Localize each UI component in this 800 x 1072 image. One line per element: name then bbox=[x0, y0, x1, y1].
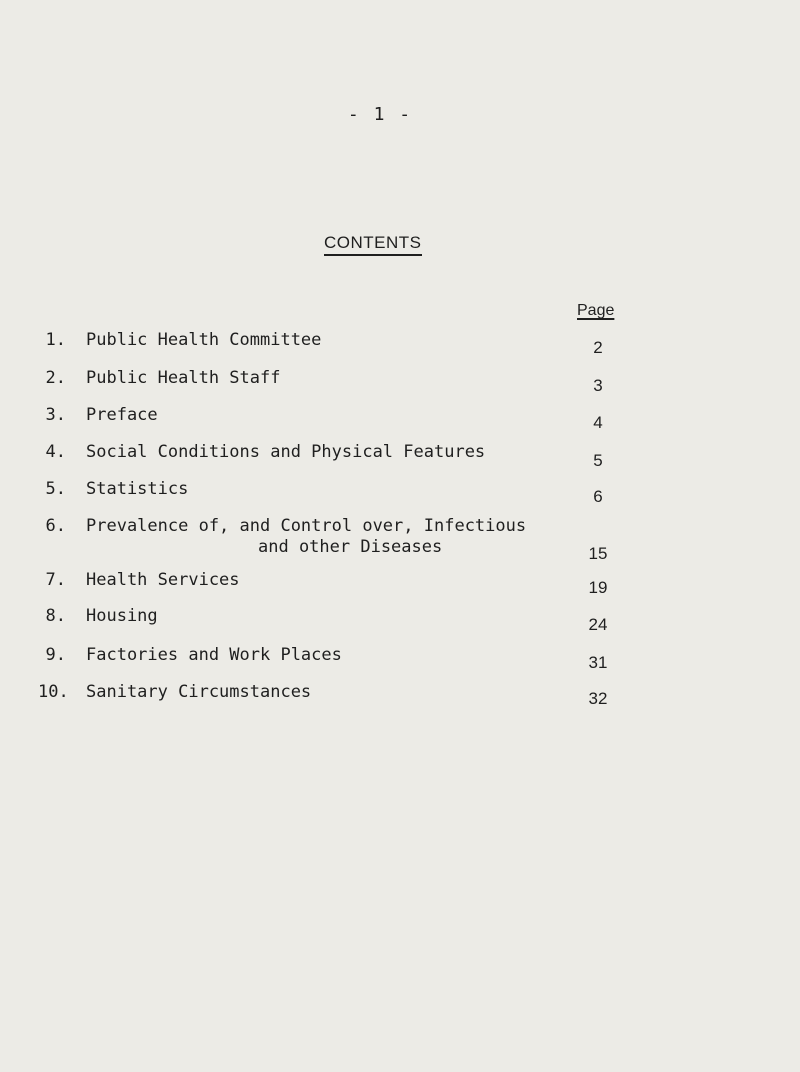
toc-entry-label: Preface bbox=[86, 405, 158, 425]
toc-entry-6 bbox=[0, 516, 800, 570]
toc-entry-page: 15 bbox=[588, 544, 608, 563]
toc-entry-3 bbox=[0, 405, 800, 435]
toc-entry-number: 8. bbox=[45, 606, 66, 626]
toc-entry-page: 5 bbox=[593, 451, 603, 470]
toc-entry-label: Factories and Work Places bbox=[86, 645, 342, 665]
toc-entry-label: Housing bbox=[86, 606, 158, 626]
toc-entry-page: 19 bbox=[588, 578, 608, 597]
toc-entry-label: Prevalence of, and Control over, Infectious bbox=[86, 516, 527, 536]
toc-entry-5 bbox=[0, 479, 800, 509]
toc-entry-number: 9. bbox=[45, 645, 66, 665]
toc-entry-page: 2 bbox=[593, 338, 603, 357]
page-column-header: Page bbox=[577, 302, 615, 319]
toc-entry-1 bbox=[0, 330, 800, 360]
toc-entry-number: 6. bbox=[45, 516, 66, 536]
toc-entry-label: Public Health Staff bbox=[86, 368, 281, 388]
toc-entry-page: 3 bbox=[593, 376, 603, 395]
toc-entry-label-continued: and other Diseases bbox=[258, 537, 443, 557]
toc-entry-label: Sanitary Circumstances bbox=[86, 682, 312, 702]
toc-entry-page: 31 bbox=[588, 653, 608, 672]
toc-entry-page: 6 bbox=[593, 487, 603, 506]
toc-entry-label: Statistics bbox=[86, 479, 189, 499]
toc-entry-number: 10. bbox=[38, 682, 69, 702]
toc-entry-number: 5. bbox=[45, 479, 66, 499]
toc-entry-number: 3. bbox=[45, 405, 66, 425]
toc-entry-page: 4 bbox=[593, 413, 603, 432]
page-title: CONTENTS bbox=[324, 233, 422, 256]
toc-entry-label: Health Services bbox=[86, 570, 240, 590]
toc-entry-9 bbox=[0, 645, 800, 675]
toc-entry-number: 1. bbox=[45, 330, 66, 350]
toc-entry-7 bbox=[0, 570, 800, 600]
toc-entry-10 bbox=[0, 682, 800, 712]
toc-entry-4 bbox=[0, 442, 800, 472]
toc-entry-number: 7. bbox=[45, 570, 66, 590]
toc-entry-8 bbox=[0, 606, 800, 636]
toc-entry-label: Social Conditions and Physical Features bbox=[86, 442, 486, 462]
page-number: - 1 - bbox=[347, 104, 413, 125]
toc-entry-page: 24 bbox=[588, 615, 608, 634]
toc-entry-number: 4. bbox=[45, 442, 66, 462]
toc-entry-label: Public Health Committee bbox=[86, 330, 322, 350]
toc-entry-page: 32 bbox=[588, 689, 608, 708]
toc-entry-2 bbox=[0, 368, 800, 398]
toc-entry-number: 2. bbox=[45, 368, 66, 388]
